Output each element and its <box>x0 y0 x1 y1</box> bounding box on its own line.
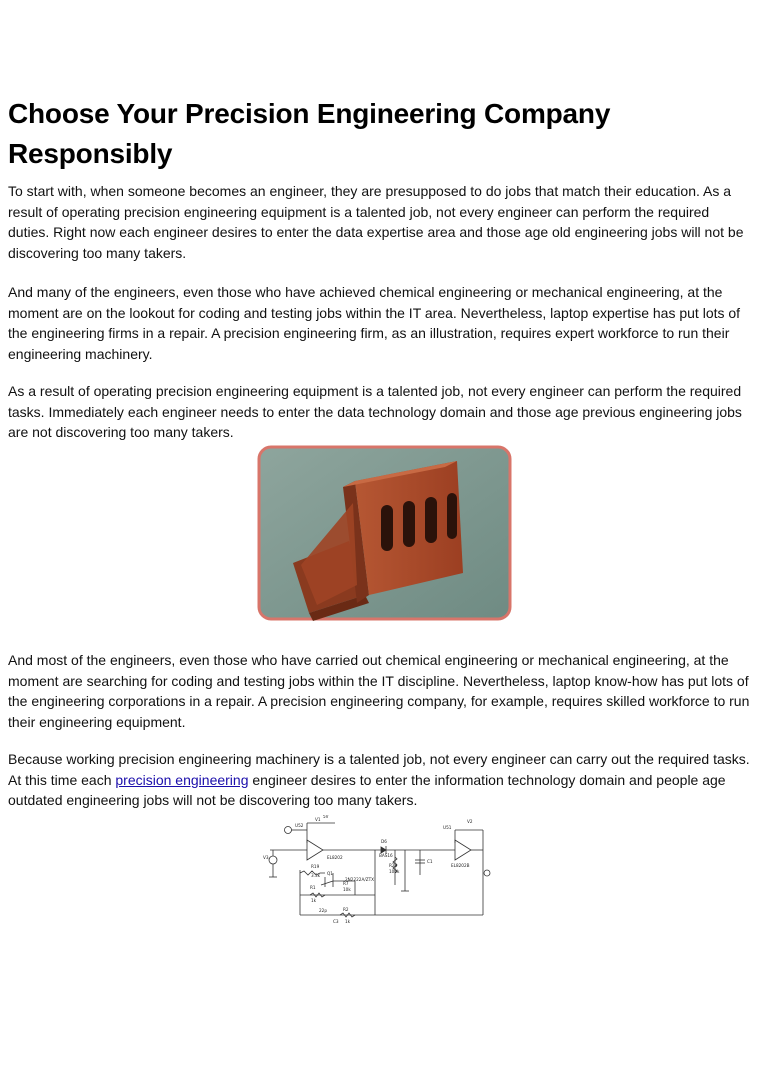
circuit-label-r23: R23 <box>389 863 398 868</box>
paragraph-3: As a result of operating precision engineering equipment is a talented job, not every engineer can perform the required tasks. Immediately each engineer needs to enter the data technology domain and those age previous engineering jobs are not discovering too many takers. <box>8 383 742 440</box>
circuit-label-5v: 5V <box>323 815 329 819</box>
circuit-label-r7: R7 <box>343 881 349 886</box>
paragraph-5 <box>8 749 754 811</box>
circuit-label-c3: C3 <box>333 919 339 924</box>
paragraph-1: To start with, when someone becomes an engineer, they are presupposed to do jobs that match their education. As a result of operating precision engineering equipment is a talented job, not every engineer can perform the required duties. Right now each engineer desires to enter the data expertise area and those age old engineering jobs will not be discovering too many takers. <box>8 183 744 261</box>
circuit-label-c1: C1 <box>427 859 433 864</box>
angle-plate-photo <box>257 445 512 621</box>
circuit-label-r1: R1 <box>310 885 316 890</box>
circuit-label-d6: D6 <box>381 839 387 844</box>
circuit-diagram <box>255 815 510 932</box>
precision-engineering-link[interactable]: precision engineering <box>115 771 249 788</box>
circuit-label-r1-value: 1k <box>311 898 317 903</box>
circuit-label-22p: 22p <box>319 908 327 913</box>
circuit-label-v3: V3 <box>263 855 269 860</box>
circuit-label-v2: V2 <box>467 819 473 824</box>
paragraph-4: And most of the engineers, even those who have carried out chemical engineering or mechanical engineering, at the moment are searching for coding and testing jobs within the IT discipline. Nevertheless, laptop know-how has put lots of the engineering corporations in a repair. A precision engineering company, for example, requires skilled workforce to run their engineering equipment. <box>8 652 750 730</box>
circuit-label-u52: U52 <box>295 823 304 828</box>
paragraph-5-after: engineer desires to enter the information technology domain and people age outdated engineering jobs will not be discovering too many takers. <box>8 771 726 808</box>
page-title: Choose Your Precision Engineering Company Responsibly <box>8 98 611 169</box>
circuit-label-v1: V1 <box>315 817 321 822</box>
circuit-label-r2-value: 1k <box>345 919 351 924</box>
circuit-label-r23-value: 100k <box>389 869 400 874</box>
circuit-label-el8202b: EL8202B <box>451 863 470 868</box>
circuit-label-r19-value: 3.3k <box>311 873 321 878</box>
circuit-label-el8202: EL8202 <box>327 855 343 860</box>
circuit-label-q1: Q1 <box>327 871 333 876</box>
paragraph-5-before: Because working precision engineering machinery is a talented job, not every engineer can carry out the required tasks. At this time each <box>8 751 750 788</box>
circuit-label-r7-value: 10k <box>343 887 351 892</box>
circuit-label-r2: R2 <box>343 907 349 912</box>
circuit-label-bas16: BAS16 <box>379 853 393 858</box>
circuit-label-u51: U51 <box>443 825 452 830</box>
circuit-label-transistor: 2N2222A/ZTX <box>345 877 375 882</box>
paragraph-2: And many of the engineers, even those who have achieved chemical engineering or mechanical engineering, at the moment are on the lookout for coding and testing jobs within the IT area. Nevertheless, laptop expertise has put lots of the engineering firms in a repair. A precision engineering firm, as an illustration, requires expert workforce to run their engineering machinery. <box>8 284 741 362</box>
circuit-label-r19: R19 <box>311 864 320 869</box>
